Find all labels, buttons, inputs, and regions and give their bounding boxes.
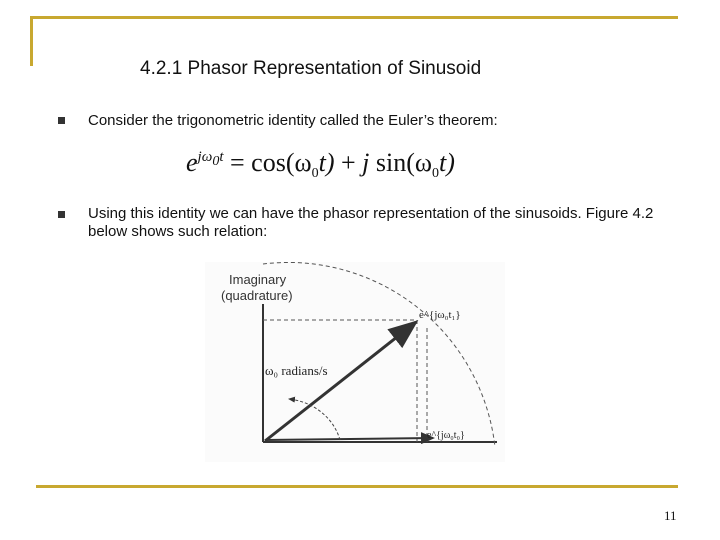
- frame-left-line: [30, 16, 33, 66]
- frame-top-line: [30, 16, 678, 19]
- rate-label: ω₀ radians/s: [265, 363, 328, 378]
- rotation-arc: [289, 399, 340, 440]
- eq-sin: sin(ω: [375, 148, 433, 177]
- phasor-label: e^{jω₀t₁}: [419, 309, 461, 321]
- eq-exp-t: t: [219, 149, 224, 166]
- eq-plus: +: [340, 148, 356, 177]
- eq-exp: jω: [197, 149, 213, 166]
- eq-cos: cos(ω: [251, 148, 312, 177]
- phasor-arrow: [265, 322, 416, 441]
- bullet-text-1: Consider the trigonometric identity called the Euler’s theorem:: [88, 112, 498, 129]
- phasor-arrow-initial: [265, 438, 433, 440]
- eq-j: j: [362, 148, 370, 177]
- bullet-marker: [58, 211, 65, 218]
- eq-cos-sub: 0: [311, 166, 319, 182]
- eq-equals: =: [229, 148, 245, 177]
- bullet-marker: [58, 117, 65, 124]
- eq-exp-sub: 0: [212, 154, 220, 170]
- slide-title: 4.2.1 Phasor Representation of Sinusoid: [140, 58, 482, 79]
- axis-label-imaginary: Imaginary: [229, 272, 287, 287]
- projection-label: e^{jω₀t₀}: [427, 430, 465, 441]
- phasor-diagram-svg: [205, 262, 505, 462]
- bullet-text-2: Using this identity we can have the phasor representation of the sinusoids. Figure 4.2 below shows such relation:: [88, 205, 654, 240]
- frame-bottom-line: [36, 485, 678, 488]
- circle-arc: [263, 262, 495, 447]
- eq-sin-sub: 0: [432, 166, 440, 182]
- phasor-figure: [205, 262, 505, 462]
- eq-cos-end: t): [318, 148, 335, 177]
- axis-label-quadrature: (quadrature): [221, 288, 293, 303]
- eq-sin-end: t): [439, 148, 455, 177]
- eq-e: e: [186, 148, 198, 177]
- page-number: 11: [664, 508, 677, 523]
- euler-equation: [186, 148, 455, 182]
